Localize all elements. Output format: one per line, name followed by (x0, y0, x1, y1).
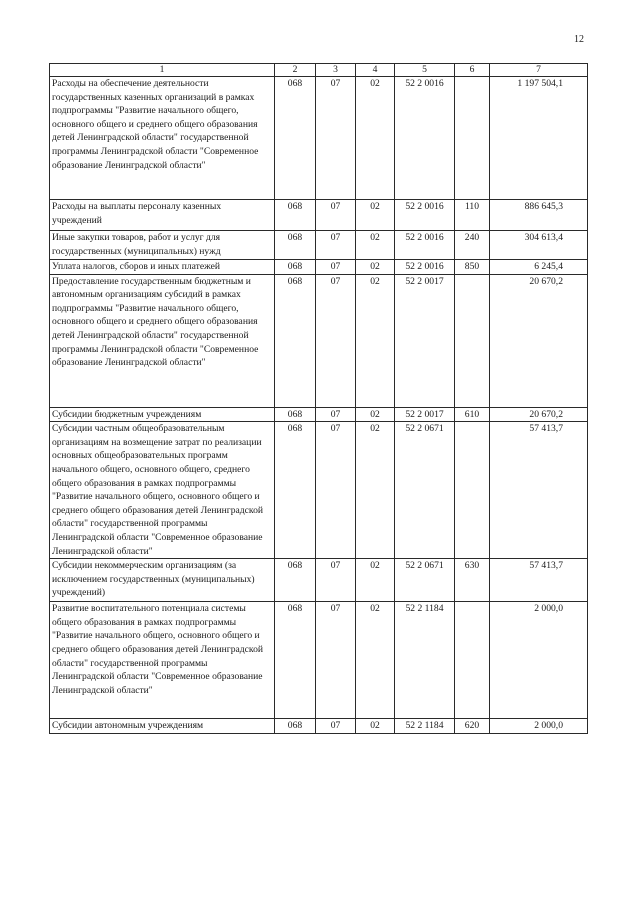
table-row (50, 77, 588, 200)
expense-type-code (455, 422, 490, 559)
target-article-code: 52 2 0671 (395, 559, 455, 602)
budget-table (49, 63, 588, 734)
target-article-code: 52 2 0017 (395, 407, 455, 422)
amount: 57 413,7 (490, 422, 588, 559)
amount: 20 670,2 (490, 407, 588, 422)
subsection-code: 02 (356, 407, 395, 422)
target-article-code: 52 2 1184 (395, 719, 455, 734)
section-code: 07 (316, 200, 356, 231)
table-header-row (50, 64, 588, 77)
table-row (50, 274, 588, 407)
ministry-code: 068 (275, 200, 316, 231)
ministry-code: 068 (275, 231, 316, 260)
ministry-code: 068 (275, 422, 316, 559)
column-header: 5 (395, 64, 455, 77)
subsection-code: 02 (356, 274, 395, 407)
amount: 2 000,0 (490, 719, 588, 734)
amount: 57 413,7 (490, 559, 588, 602)
ministry-code: 068 (275, 260, 316, 275)
section-code: 07 (316, 231, 356, 260)
column-header: 1 (50, 64, 275, 77)
amount: 6 245,4 (490, 260, 588, 275)
ministry-code: 068 (275, 602, 316, 719)
expense-type-code: 610 (455, 407, 490, 422)
target-article-code: 52 2 0016 (395, 260, 455, 275)
table-row (50, 719, 588, 734)
ministry-code: 068 (275, 274, 316, 407)
section-code: 07 (316, 719, 356, 734)
amount: 20 670,2 (490, 274, 588, 407)
expense-name: Субсидии частным общеобразовательным организациям на возмещение затрат по реализации основных общеобразовательных программ начального общего, основного общего, среднего общего образования в рамках подпрограммы "Развитие начального общего, основного общего и среднего общего образования детей Ленинградской области" государственной программы Ленинградской области "Современное образование Ленинградской области" (50, 422, 275, 559)
section-code: 07 (316, 422, 356, 559)
expense-name: Предоставление государственным бюджетным и автономным организациям субсидий в рамках подпрограммы "Развитие начального общего, основного общего и среднего общего образования детей Ленинградской области" государственной программы Ленинградской области "Современное образование Ленинградской области" (50, 274, 275, 407)
ministry-code: 068 (275, 77, 316, 200)
expense-type-code: 630 (455, 559, 490, 602)
amount: 886 645,3 (490, 200, 588, 231)
section-code: 07 (316, 260, 356, 275)
expense-type-code (455, 602, 490, 719)
amount: 2 000,0 (490, 602, 588, 719)
expense-type-code: 850 (455, 260, 490, 275)
expense-type-code: 110 (455, 200, 490, 231)
target-article-code: 52 2 0017 (395, 274, 455, 407)
column-header: 2 (275, 64, 316, 77)
expense-name: Уплата налогов, сборов и иных платежей (50, 260, 275, 275)
column-header: 3 (316, 64, 356, 77)
table-row (50, 407, 588, 422)
section-code: 07 (316, 407, 356, 422)
expense-type-code (455, 274, 490, 407)
section-code: 07 (316, 77, 356, 200)
column-header: 4 (356, 64, 395, 77)
amount: 304 613,4 (490, 231, 588, 260)
column-header: 6 (455, 64, 490, 77)
target-article-code: 52 2 0016 (395, 231, 455, 260)
expense-type-code: 620 (455, 719, 490, 734)
expense-type-code: 240 (455, 231, 490, 260)
subsection-code: 02 (356, 231, 395, 260)
amount: 1 197 504,1 (490, 77, 588, 200)
expense-name: Развитие воспитательного потенциала системы общего образования в рамках подпрограммы "Развитие начального общего, основного общего и среднего общего образования детей Ленинградской области" государственной программы Ленинградской области "Современное образование Ленинградской области" (50, 602, 275, 719)
expense-name: Расходы на выплаты персоналу казенных учреждений (50, 200, 275, 231)
ministry-code: 068 (275, 559, 316, 602)
subsection-code: 02 (356, 77, 395, 200)
section-code: 07 (316, 274, 356, 407)
expense-type-code (455, 77, 490, 200)
target-article-code: 52 2 0016 (395, 77, 455, 200)
column-header: 7 (490, 64, 588, 77)
expense-name: Субсидии бюджетным учреждениям (50, 407, 275, 422)
section-code: 07 (316, 559, 356, 602)
expense-name: Иные закупки товаров, работ и услуг для государственных (муниципальных) нужд (50, 231, 275, 260)
expense-name: Расходы на обеспечение деятельности государственных казенных организаций в рамках подпрограммы "Развитие начального общего, основного общего и среднего общего образования детей Ленинградской области" государственной программы Ленинградской области "Современное образование Ленинградской области" (50, 77, 275, 200)
expense-name: Субсидии некоммерческим организациям (за исключением государственных (муниципальных) учреждений) (50, 559, 275, 602)
target-article-code: 52 2 0016 (395, 200, 455, 231)
ministry-code: 068 (275, 407, 316, 422)
table-row (50, 200, 588, 231)
subsection-code: 02 (356, 200, 395, 231)
subsection-code: 02 (356, 559, 395, 602)
table-row (50, 260, 588, 275)
subsection-code: 02 (356, 422, 395, 559)
subsection-code: 02 (356, 602, 395, 719)
page-number: 12 (574, 34, 584, 45)
table-row (50, 231, 588, 260)
subsection-code: 02 (356, 719, 395, 734)
section-code: 07 (316, 602, 356, 719)
table-row (50, 422, 588, 559)
table-row (50, 559, 588, 602)
subsection-code: 02 (356, 260, 395, 275)
table-row (50, 602, 588, 719)
expense-name: Субсидии автономным учреждениям (50, 719, 275, 734)
target-article-code: 52 2 1184 (395, 602, 455, 719)
target-article-code: 52 2 0671 (395, 422, 455, 559)
ministry-code: 068 (275, 719, 316, 734)
